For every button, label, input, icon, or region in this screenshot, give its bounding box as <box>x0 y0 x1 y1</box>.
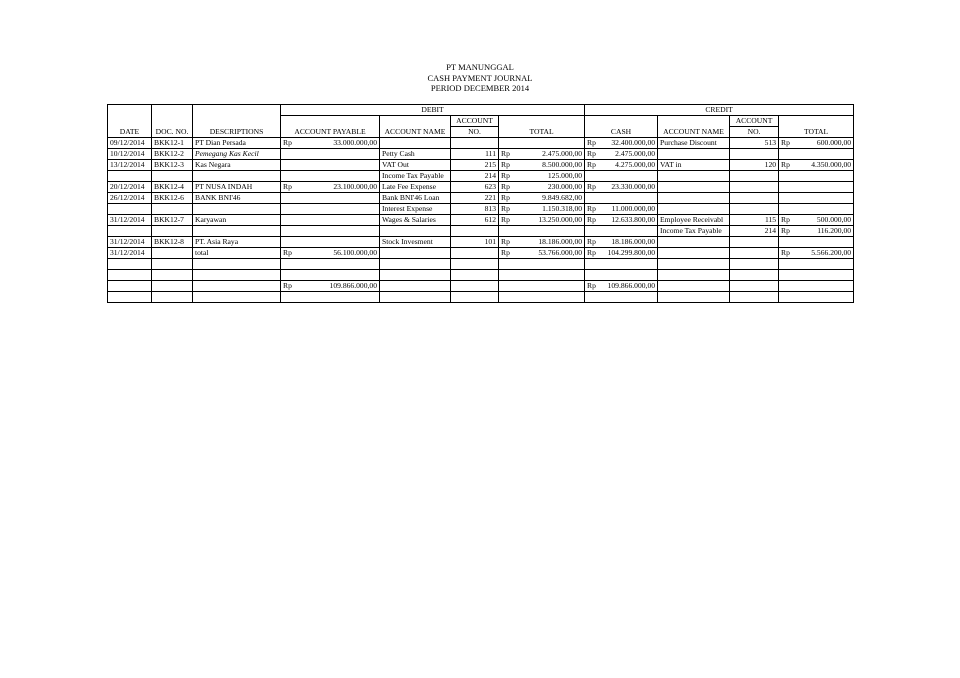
description-cell: PT. Asia Raya <box>193 237 281 248</box>
doc-no-cell <box>152 259 193 270</box>
cash-cell-amount: 11.000.000,00 <box>611 204 656 213</box>
credit-total-cell <box>779 226 854 237</box>
credit-account-no-cell <box>730 204 779 215</box>
debit-account-no-cell <box>451 281 499 292</box>
journal-title: CASH PAYMENT JOURNAL <box>427 72 533 83</box>
cash-cell-amount: 104.299.800,00 <box>607 248 656 257</box>
debit-total-cell-amount: 9.849.682,00 <box>542 193 583 202</box>
cash-cell-currency: Rp <box>587 248 596 257</box>
debit-total-cell <box>499 226 585 237</box>
credit-account-name-cell <box>658 182 730 193</box>
col-credit-account-no-line2: NO. <box>730 127 779 138</box>
debit-account-name-cell: Interest Expense <box>380 204 451 215</box>
doc-no-cell: BKK12-2 <box>152 149 193 160</box>
debit-total-cell-currency: Rp <box>501 193 510 202</box>
debit-total-cell-currency: Rp <box>501 248 510 257</box>
debit-account-no-cell: 215 <box>451 160 499 171</box>
account-payable-cell <box>281 182 380 193</box>
account-payable-cell <box>281 259 380 270</box>
account-payable-cell <box>281 171 380 182</box>
credit-total-cell <box>779 237 854 248</box>
journal-row <box>108 215 854 226</box>
date-cell: 31/12/2014 <box>108 248 152 259</box>
debit-total-cell <box>499 182 585 193</box>
credit-account-no-cell <box>730 292 779 303</box>
credit-total-cell <box>779 204 854 215</box>
col-descriptions: DESCRIPTIONS <box>193 105 281 138</box>
cash-cell-currency: Rp <box>587 237 596 246</box>
credit-account-name-cell <box>658 149 730 160</box>
credit-account-name-cell <box>658 292 730 303</box>
journal-row <box>108 248 854 259</box>
debit-total-cell-amount: 2.475.000,00 <box>542 149 583 158</box>
debit-account-name-cell <box>380 270 451 281</box>
cash-cell-amount: 4.275.000,00 <box>615 160 656 169</box>
date-cell <box>108 259 152 270</box>
account-payable-cell-currency: Rp <box>283 248 292 257</box>
debit-total-cell <box>499 160 585 171</box>
credit-account-name-cell: VAT in <box>658 160 730 171</box>
debit-total-cell <box>499 292 585 303</box>
cash-cell <box>585 281 658 292</box>
journal-row <box>108 204 854 215</box>
credit-total-cell <box>779 270 854 281</box>
date-cell: 20/12/2014 <box>108 182 152 193</box>
credit-total-cell-currency: Rp <box>781 248 790 257</box>
journal-row <box>108 237 854 248</box>
debit-account-name-cell: VAT Out <box>380 160 451 171</box>
credit-total-cell-currency: Rp <box>781 160 790 169</box>
debit-account-no-cell <box>451 292 499 303</box>
account-payable-cell-amount: 56.100.000,00 <box>333 248 377 257</box>
debit-total-cell-amount: 13.250.000,00 <box>538 215 583 224</box>
account-payable-cell <box>281 226 380 237</box>
credit-total-cell <box>779 171 854 182</box>
debit-total-cell <box>499 259 585 270</box>
credit-account-no-cell <box>730 171 779 182</box>
cash-cell-currency: Rp <box>587 204 596 213</box>
journal-body <box>108 138 854 303</box>
debit-account-no-cell <box>451 248 499 259</box>
debit-total-cell-currency: Rp <box>501 160 510 169</box>
cash-cell <box>585 226 658 237</box>
cash-cell-amount: 12.633.800,00 <box>611 215 656 224</box>
debit-total-cell-currency: Rp <box>501 171 510 180</box>
col-debit-total: TOTAL <box>499 116 585 138</box>
credit-total-cell <box>779 149 854 160</box>
col-account-payable: ACCOUNT PAYABLE <box>281 116 380 138</box>
description-cell <box>193 292 281 303</box>
description-cell <box>193 204 281 215</box>
debit-account-no-cell <box>451 270 499 281</box>
journal-row <box>108 182 854 193</box>
credit-account-name-cell <box>658 204 730 215</box>
credit-total-cell <box>779 292 854 303</box>
credit-account-no-cell: 120 <box>730 160 779 171</box>
cash-cell <box>585 171 658 182</box>
journal-row <box>108 259 854 270</box>
account-payable-cell-currency: Rp <box>283 281 292 290</box>
cash-cell <box>585 248 658 259</box>
description-cell <box>193 259 281 270</box>
debit-account-no-cell: 214 <box>451 171 499 182</box>
cash-payment-journal-table <box>107 104 854 303</box>
debit-account-no-cell: 101 <box>451 237 499 248</box>
debit-total-cell-currency: Rp <box>501 215 510 224</box>
credit-total-cell-currency: Rp <box>781 138 790 147</box>
debit-account-name-cell <box>380 281 451 292</box>
cash-cell <box>585 138 658 149</box>
credit-total-cell-amount: 5.566.200,00 <box>811 248 852 257</box>
credit-total-cell <box>779 193 854 204</box>
date-cell: 31/12/2014 <box>108 237 152 248</box>
debit-total-cell <box>499 149 585 160</box>
col-credit-account-name: ACCOUNT NAME <box>658 116 730 138</box>
journal-row <box>108 149 854 160</box>
debit-account-no-cell: 623 <box>451 182 499 193</box>
debit-total-cell <box>499 138 585 149</box>
col-debit-group: DEBIT <box>281 105 585 116</box>
cash-cell-amount: 2.475.000,00 <box>615 149 656 158</box>
date-cell <box>108 281 152 292</box>
col-debit-account-name: ACCOUNT NAME <box>380 116 451 138</box>
debit-account-no-cell: 813 <box>451 204 499 215</box>
date-cell <box>108 171 152 182</box>
debit-account-name-cell: Wages & Salaries <box>380 215 451 226</box>
doc-no-cell <box>152 226 193 237</box>
debit-account-name-cell: Stock Invesment <box>380 237 451 248</box>
credit-total-cell-amount: 600.000,00 <box>816 138 852 147</box>
cash-cell <box>585 149 658 160</box>
account-payable-cell <box>281 160 380 171</box>
credit-account-name-cell <box>658 237 730 248</box>
credit-total-cell <box>779 215 854 226</box>
cash-cell-currency: Rp <box>587 160 596 169</box>
credit-total-cell-amount: 4.350.000,00 <box>811 160 852 169</box>
credit-account-name-cell: Purchase Discount <box>658 138 730 149</box>
account-payable-cell <box>281 270 380 281</box>
debit-total-cell <box>499 270 585 281</box>
credit-account-no-cell <box>730 248 779 259</box>
debit-account-no-cell <box>451 259 499 270</box>
col-debit-account-no-line2: NO. <box>451 127 499 138</box>
credit-account-no-cell <box>730 281 779 292</box>
credit-account-name-cell: Employee Receivabl <box>658 215 730 226</box>
debit-total-cell-amount: 18.186.000,00 <box>538 237 583 246</box>
account-payable-cell <box>281 248 380 259</box>
debit-total-cell-amount: 53.766.000,00 <box>538 248 583 257</box>
col-credit-account-no-line1: ACCOUNT <box>730 116 779 127</box>
cash-cell <box>585 204 658 215</box>
col-credit-group: CREDIT <box>585 105 854 116</box>
cash-cell-currency: Rp <box>587 138 596 147</box>
col-doc-no: DOC. NO. <box>152 105 193 138</box>
credit-account-no-cell: 115 <box>730 215 779 226</box>
cash-cell-amount: 32.400.000,00 <box>611 138 656 147</box>
debit-account-name-cell <box>380 138 451 149</box>
journal-row <box>108 292 854 303</box>
journal-row <box>108 160 854 171</box>
account-payable-cell <box>281 193 380 204</box>
doc-no-cell: BKK12-7 <box>152 215 193 226</box>
cash-cell <box>585 160 658 171</box>
debit-account-name-cell <box>380 248 451 259</box>
doc-no-cell: BKK12-8 <box>152 237 193 248</box>
account-payable-cell-currency: Rp <box>283 182 292 191</box>
debit-total-cell-currency: Rp <box>501 149 510 158</box>
col-credit-total: TOTAL <box>779 116 854 138</box>
journal-heading <box>0 62 960 94</box>
cash-cell-amount: 109.866.000,00 <box>607 281 656 290</box>
doc-no-cell <box>152 281 193 292</box>
credit-total-cell-amount: 116.200,00 <box>817 226 852 235</box>
journal-period: PERIOD DECEMBER 2014 <box>430 83 530 93</box>
account-payable-cell <box>281 281 380 292</box>
cash-cell-currency: Rp <box>587 215 596 224</box>
debit-account-no-cell: 221 <box>451 193 499 204</box>
date-cell: 31/12/2014 <box>108 215 152 226</box>
credit-account-name-cell <box>658 193 730 204</box>
doc-no-cell <box>152 171 193 182</box>
cash-cell <box>585 182 658 193</box>
journal-row <box>108 281 854 292</box>
description-cell: Pemegang Kas Kecil <box>193 149 281 160</box>
credit-account-no-cell <box>730 149 779 160</box>
debit-account-name-cell: Income Tax Payable <box>380 171 451 182</box>
debit-total-cell-currency: Rp <box>501 182 510 191</box>
credit-total-cell <box>779 281 854 292</box>
debit-account-name-cell <box>380 259 451 270</box>
account-payable-cell <box>281 138 380 149</box>
description-cell <box>193 171 281 182</box>
debit-account-name-cell <box>380 292 451 303</box>
credit-total-cell <box>779 138 854 149</box>
debit-account-no-cell <box>451 226 499 237</box>
description-cell: total <box>193 248 281 259</box>
debit-account-name-cell: Bank BNI'46 Loan <box>380 193 451 204</box>
cash-cell-currency: Rp <box>587 182 596 191</box>
credit-total-cell <box>779 248 854 259</box>
date-cell <box>108 270 152 281</box>
debit-account-name-cell <box>380 226 451 237</box>
date-cell <box>108 204 152 215</box>
journal-row <box>108 171 854 182</box>
credit-account-name-cell <box>658 270 730 281</box>
credit-total-cell-currency: Rp <box>781 215 790 224</box>
header-row-1 <box>108 105 854 116</box>
account-payable-cell <box>281 237 380 248</box>
description-cell: Kas Negara <box>193 160 281 171</box>
credit-account-no-cell: 513 <box>730 138 779 149</box>
debit-account-no-cell: 612 <box>451 215 499 226</box>
journal-row <box>108 270 854 281</box>
debit-total-cell-amount: 8.500.000,00 <box>542 160 583 169</box>
account-payable-cell <box>281 292 380 303</box>
doc-no-cell: BKK12-6 <box>152 193 193 204</box>
cash-cell-currency: Rp <box>587 281 596 290</box>
credit-account-no-cell <box>730 270 779 281</box>
debit-account-name-cell: Petty Cash <box>380 149 451 160</box>
credit-account-no-cell <box>730 237 779 248</box>
date-cell: 10/12/2014 <box>108 149 152 160</box>
debit-total-cell <box>499 193 585 204</box>
debit-total-cell <box>499 204 585 215</box>
col-cash: CASH <box>585 116 658 138</box>
credit-total-cell <box>779 259 854 270</box>
cash-cell <box>585 215 658 226</box>
cash-cell-amount: 18.186.000,00 <box>611 237 656 246</box>
debit-total-cell-amount: 230.000,00 <box>547 182 583 191</box>
credit-total-cell <box>779 160 854 171</box>
account-payable-cell-currency: Rp <box>283 138 292 147</box>
company-name: PT MANUNGGAL <box>446 62 514 72</box>
date-cell: 13/12/2014 <box>108 160 152 171</box>
date-cell <box>108 226 152 237</box>
doc-no-cell: BKK12-4 <box>152 182 193 193</box>
cash-cell <box>585 292 658 303</box>
credit-account-name-cell <box>658 248 730 259</box>
doc-no-cell <box>152 270 193 281</box>
credit-total-cell-currency: Rp <box>781 226 790 235</box>
credit-account-name-cell <box>658 281 730 292</box>
doc-no-cell <box>152 248 193 259</box>
debit-total-cell <box>499 215 585 226</box>
description-cell: BANK BNI'46 <box>193 193 281 204</box>
date-cell: 26/12/2014 <box>108 193 152 204</box>
credit-account-name-cell: Income Tax Payable <box>658 226 730 237</box>
doc-no-cell: BKK12-3 <box>152 160 193 171</box>
debit-total-cell-amount: 1.150.318,00 <box>542 204 583 213</box>
journal-row <box>108 138 854 149</box>
cash-cell <box>585 259 658 270</box>
credit-account-no-cell <box>730 182 779 193</box>
cash-cell-currency: Rp <box>587 149 596 158</box>
debit-account-no-cell: 111 <box>451 149 499 160</box>
debit-total-cell <box>499 281 585 292</box>
debit-account-no-cell <box>451 138 499 149</box>
credit-account-no-cell <box>730 259 779 270</box>
cash-cell <box>585 193 658 204</box>
date-cell <box>108 292 152 303</box>
description-cell <box>193 226 281 237</box>
credit-account-name-cell <box>658 259 730 270</box>
credit-total-cell <box>779 182 854 193</box>
description-cell: PT Dian Persada <box>193 138 281 149</box>
description-cell: PT NUSA INDAH <box>193 182 281 193</box>
account-payable-cell <box>281 204 380 215</box>
journal-row <box>108 193 854 204</box>
doc-no-cell: BKK12-1 <box>152 138 193 149</box>
description-cell <box>193 270 281 281</box>
account-payable-cell <box>281 149 380 160</box>
cash-cell <box>585 237 658 248</box>
debit-total-cell <box>499 248 585 259</box>
journal-row <box>108 226 854 237</box>
credit-account-no-cell <box>730 193 779 204</box>
col-date: DATE <box>108 105 152 138</box>
doc-no-cell <box>152 292 193 303</box>
col-debit-account-no-line1: ACCOUNT <box>451 116 499 127</box>
date-cell: 09/12/2014 <box>108 138 152 149</box>
debit-total-cell <box>499 171 585 182</box>
debit-total-cell-currency: Rp <box>501 237 510 246</box>
description-cell: Karyawan <box>193 215 281 226</box>
debit-account-name-cell: Late Fee Expense <box>380 182 451 193</box>
credit-account-name-cell <box>658 171 730 182</box>
account-payable-cell-amount: 33.000.000,00 <box>333 138 377 147</box>
debit-total-cell-currency: Rp <box>501 204 510 213</box>
account-payable-cell <box>281 215 380 226</box>
cash-cell <box>585 270 658 281</box>
debit-total-cell <box>499 237 585 248</box>
credit-account-no-cell: 214 <box>730 226 779 237</box>
cash-cell-amount: 23.330.000,00 <box>611 182 656 191</box>
doc-no-cell <box>152 204 193 215</box>
credit-total-cell-amount: 500.000,00 <box>816 215 852 224</box>
description-cell <box>193 281 281 292</box>
account-payable-cell-amount: 109.866.000,00 <box>329 281 377 290</box>
account-payable-cell-amount: 23.100.000,00 <box>333 182 377 191</box>
debit-total-cell-amount: 125.000,00 <box>547 171 583 180</box>
